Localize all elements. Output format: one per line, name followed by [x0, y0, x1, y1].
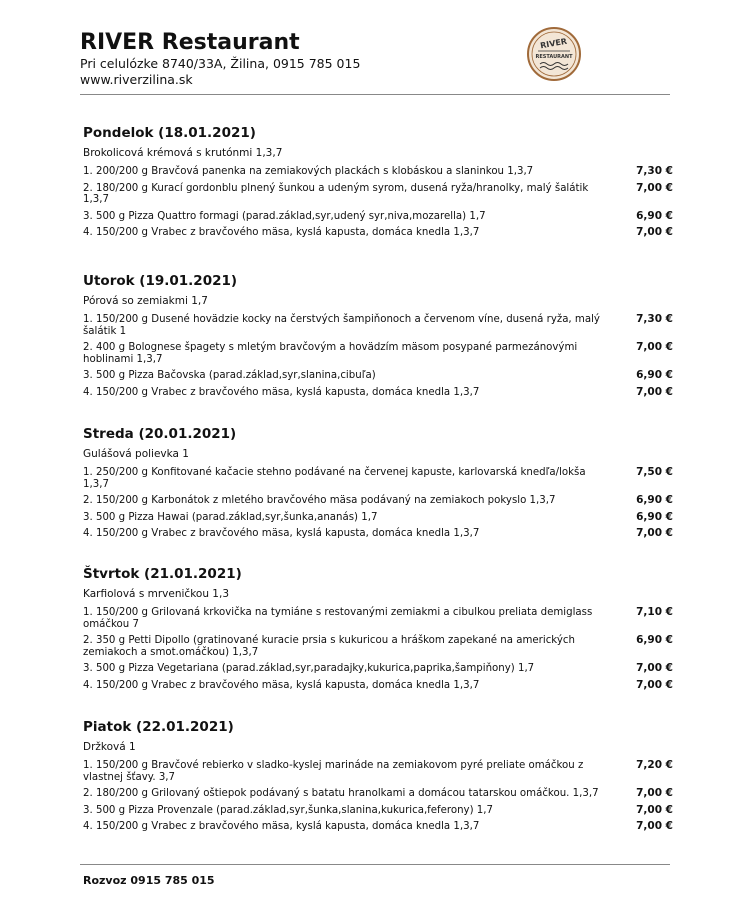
menu-item-price: 7,00 €	[636, 820, 673, 832]
menu-item-price: 7,00 €	[636, 678, 673, 691]
menu-item-price: 7,00 €	[636, 226, 673, 238]
menu-item-text: 2. 180/200 g Grilovaný oštiepok podávaný s batatu hranolkami a domácou tatarskou omáčkou. 1,3,7	[83, 788, 599, 799]
menu-item-text: 3. 500 g Pizza Vegetariana (parad.základ,syr,paradajky,kukurica,paprika,šampiňony) 1,7	[83, 663, 535, 674]
menu-item	[83, 821, 673, 833]
menu-item-price: 7,30 €	[636, 313, 673, 325]
menu-item-text: 3. 500 g Pizza Quattro formagi (parad.základ,syr,udený syr,niva,mozarella) 1,7	[83, 210, 486, 222]
day-title: Štvrtok (21.01.2021)	[83, 566, 242, 582]
menu-item	[83, 495, 673, 507]
menu-item-text: 4. 150/200 g Vrabec z bravčového mäsa, kyslá kapusta, domáca knedla 1,3,7	[83, 528, 480, 539]
menu-item-price: 7,00 €	[636, 341, 673, 353]
day-title: Streda (20.01.2021)	[83, 426, 237, 442]
day-section-thursday	[83, 565, 673, 696]
logo-text-river: RIVER	[539, 36, 568, 51]
menu-item-text: 3. 500 g Pizza Bačovska (parad.základ,syr,slanina,cibuľa)	[83, 370, 376, 381]
river-restaurant-logo	[526, 26, 582, 82]
day-soup: Karfiolová s mrveničkou 1,3	[83, 588, 230, 600]
menu-item-text: 4. 150/200 g Vrabec z bravčového mäsa, kyslá kapusta, domáca knedla 1,3,7	[83, 679, 480, 691]
menu-item-price: 7,00 €	[636, 803, 673, 816]
menu-item	[83, 760, 673, 783]
menu-item-price: 6,90 €	[636, 634, 673, 646]
menu-item-text: 3. 500 g Pizza Hawai (parad.základ,syr,šunka,ananás) 1,7	[83, 511, 378, 523]
logo-text-restaurant: RESTAURANT	[535, 54, 573, 60]
menu-item-text: 1. 150/200 g Grilovaná krkovička na tymiáne s restovanými zemiakmi a cibulkou preliata demiglass omáčkou 7	[83, 607, 593, 630]
menu-item	[83, 227, 673, 239]
menu-item-price: 7,00 €	[636, 787, 673, 799]
menu-item	[83, 680, 673, 692]
menu-item-price: 7,50 €	[636, 466, 673, 478]
menu-item	[83, 183, 673, 206]
day-section-monday	[83, 124, 673, 244]
menu-item-price: 6,90 €	[636, 494, 673, 506]
menu-item-text: 4. 150/200 g Vrabec z bravčového mäsa, kyslá kapusta, domáca knedla 1,3,7	[83, 386, 480, 398]
day-section-friday	[83, 718, 673, 838]
header-divider	[80, 94, 670, 95]
menu-item	[83, 788, 673, 800]
menu-item-price: 7,30 €	[636, 165, 673, 177]
day-soup: Gulášová polievka 1	[83, 448, 189, 460]
menu-item	[83, 528, 673, 540]
footer-divider	[80, 864, 670, 865]
restaurant-website: www.riverzilina.sk	[80, 72, 193, 87]
day-section-wednesday	[83, 425, 673, 545]
menu-item-text: 2. 180/200 g Kurací gordonblu plnený šunkou a udeným syrom, dusená ryža/hranolky, malý šalátik 1,3,7	[83, 182, 589, 205]
day-title: Utorok (19.01.2021)	[83, 273, 238, 289]
menu-item	[83, 467, 673, 490]
menu-item	[83, 512, 673, 524]
restaurant-name: RIVER Restaurant	[80, 30, 300, 55]
menu-item	[83, 607, 673, 630]
menu-item-price: 7,00 €	[636, 385, 673, 398]
day-title: Pondelok (18.01.2021)	[83, 125, 256, 141]
day-soup: Brokolicová krémová s krutónmi 1,3,7	[83, 147, 283, 159]
menu-item-text: 1. 200/200 g Bravčová panenka na zemiakových plackách s klobáskou a slaninkou 1,3,7	[83, 166, 534, 177]
menu-item	[83, 387, 673, 399]
menu-item-price: 7,00 €	[636, 662, 673, 674]
day-soup: Pórová so zemiakmi 1,7	[83, 295, 208, 307]
menu-item-text: 2. 400 g Bolognese špagety s mletým bravčovým a hovädzím mäsom posypané parmezánovými hoblinami 1,3,7	[83, 342, 578, 365]
day-section-tuesday	[83, 272, 673, 403]
menu-item-text: 4. 150/200 g Vrabec z bravčového mäsa, kyslá kapusta, domáca knedla 1,3,7	[83, 227, 480, 238]
menu-item-price: 7,00 €	[636, 181, 673, 194]
menu-item	[83, 805, 673, 817]
menu-item-text: 2. 150/200 g Karbonátok z mletého bravčového mäsa podávaný na zemiakoch pokyslo 1,3,7	[83, 495, 556, 506]
delivery-phone: Rozvoz 0915 785 015	[83, 874, 215, 887]
menu-item-text: 3. 500 g Pizza Provenzale (parad.základ,syr,šunka,slanina,kukurica,feferony) 1,7	[83, 804, 493, 816]
menu-item-price: 7,20 €	[636, 759, 673, 771]
day-soup: Držková 1	[83, 741, 136, 753]
day-title: Piatok (22.01.2021)	[83, 719, 234, 735]
menu-item-text: 1. 150/200 g Bravčové rebierko v sladko-kyslej marináde na zemiakovom pyré preliate omáčkou z vlastnej šťavy. 3,7	[83, 760, 584, 783]
restaurant-address: Pri celulózke 8740/33A, Žilina, 0915 785 015	[80, 56, 361, 71]
menu-item-price: 7,10 €	[636, 606, 673, 618]
menu-item-text: 2. 350 g Petti Dipollo (gratinované kuracie prsia s kukuricou a hráškom zapekané na amerických zemiakoch a smot.omáčkou) 1,3,7	[83, 635, 575, 658]
menu-item-price: 7,00 €	[636, 527, 673, 539]
menu-item-price: 6,90 €	[636, 510, 673, 523]
menu-item-text: 4. 150/200 g Vrabec z bravčového mäsa, kyslá kapusta, domáca knedla 1,3,7	[83, 821, 480, 832]
menu-item	[83, 635, 673, 658]
restaurant-header	[80, 30, 680, 88]
menu-item	[83, 342, 673, 365]
menu-item	[83, 663, 673, 675]
menu-item	[83, 314, 673, 337]
menu-item	[83, 370, 673, 382]
menu-item-price: 6,90 €	[636, 209, 673, 222]
menu-item-price: 6,90 €	[636, 369, 673, 381]
menu-item-text: 1. 150/200 g Dusené hovädzie kocky na čerstvých šampiňonoch a červenom víne, dusená ryža, malý šalátik 1	[83, 314, 600, 337]
menu-item	[83, 166, 673, 178]
menu-item-text: 1. 250/200 g Konfitované kačacie stehno podávané na červenej kapuste, karlovarská knedľa/lokša 1,3,7	[83, 467, 586, 490]
menu-item	[83, 211, 673, 223]
